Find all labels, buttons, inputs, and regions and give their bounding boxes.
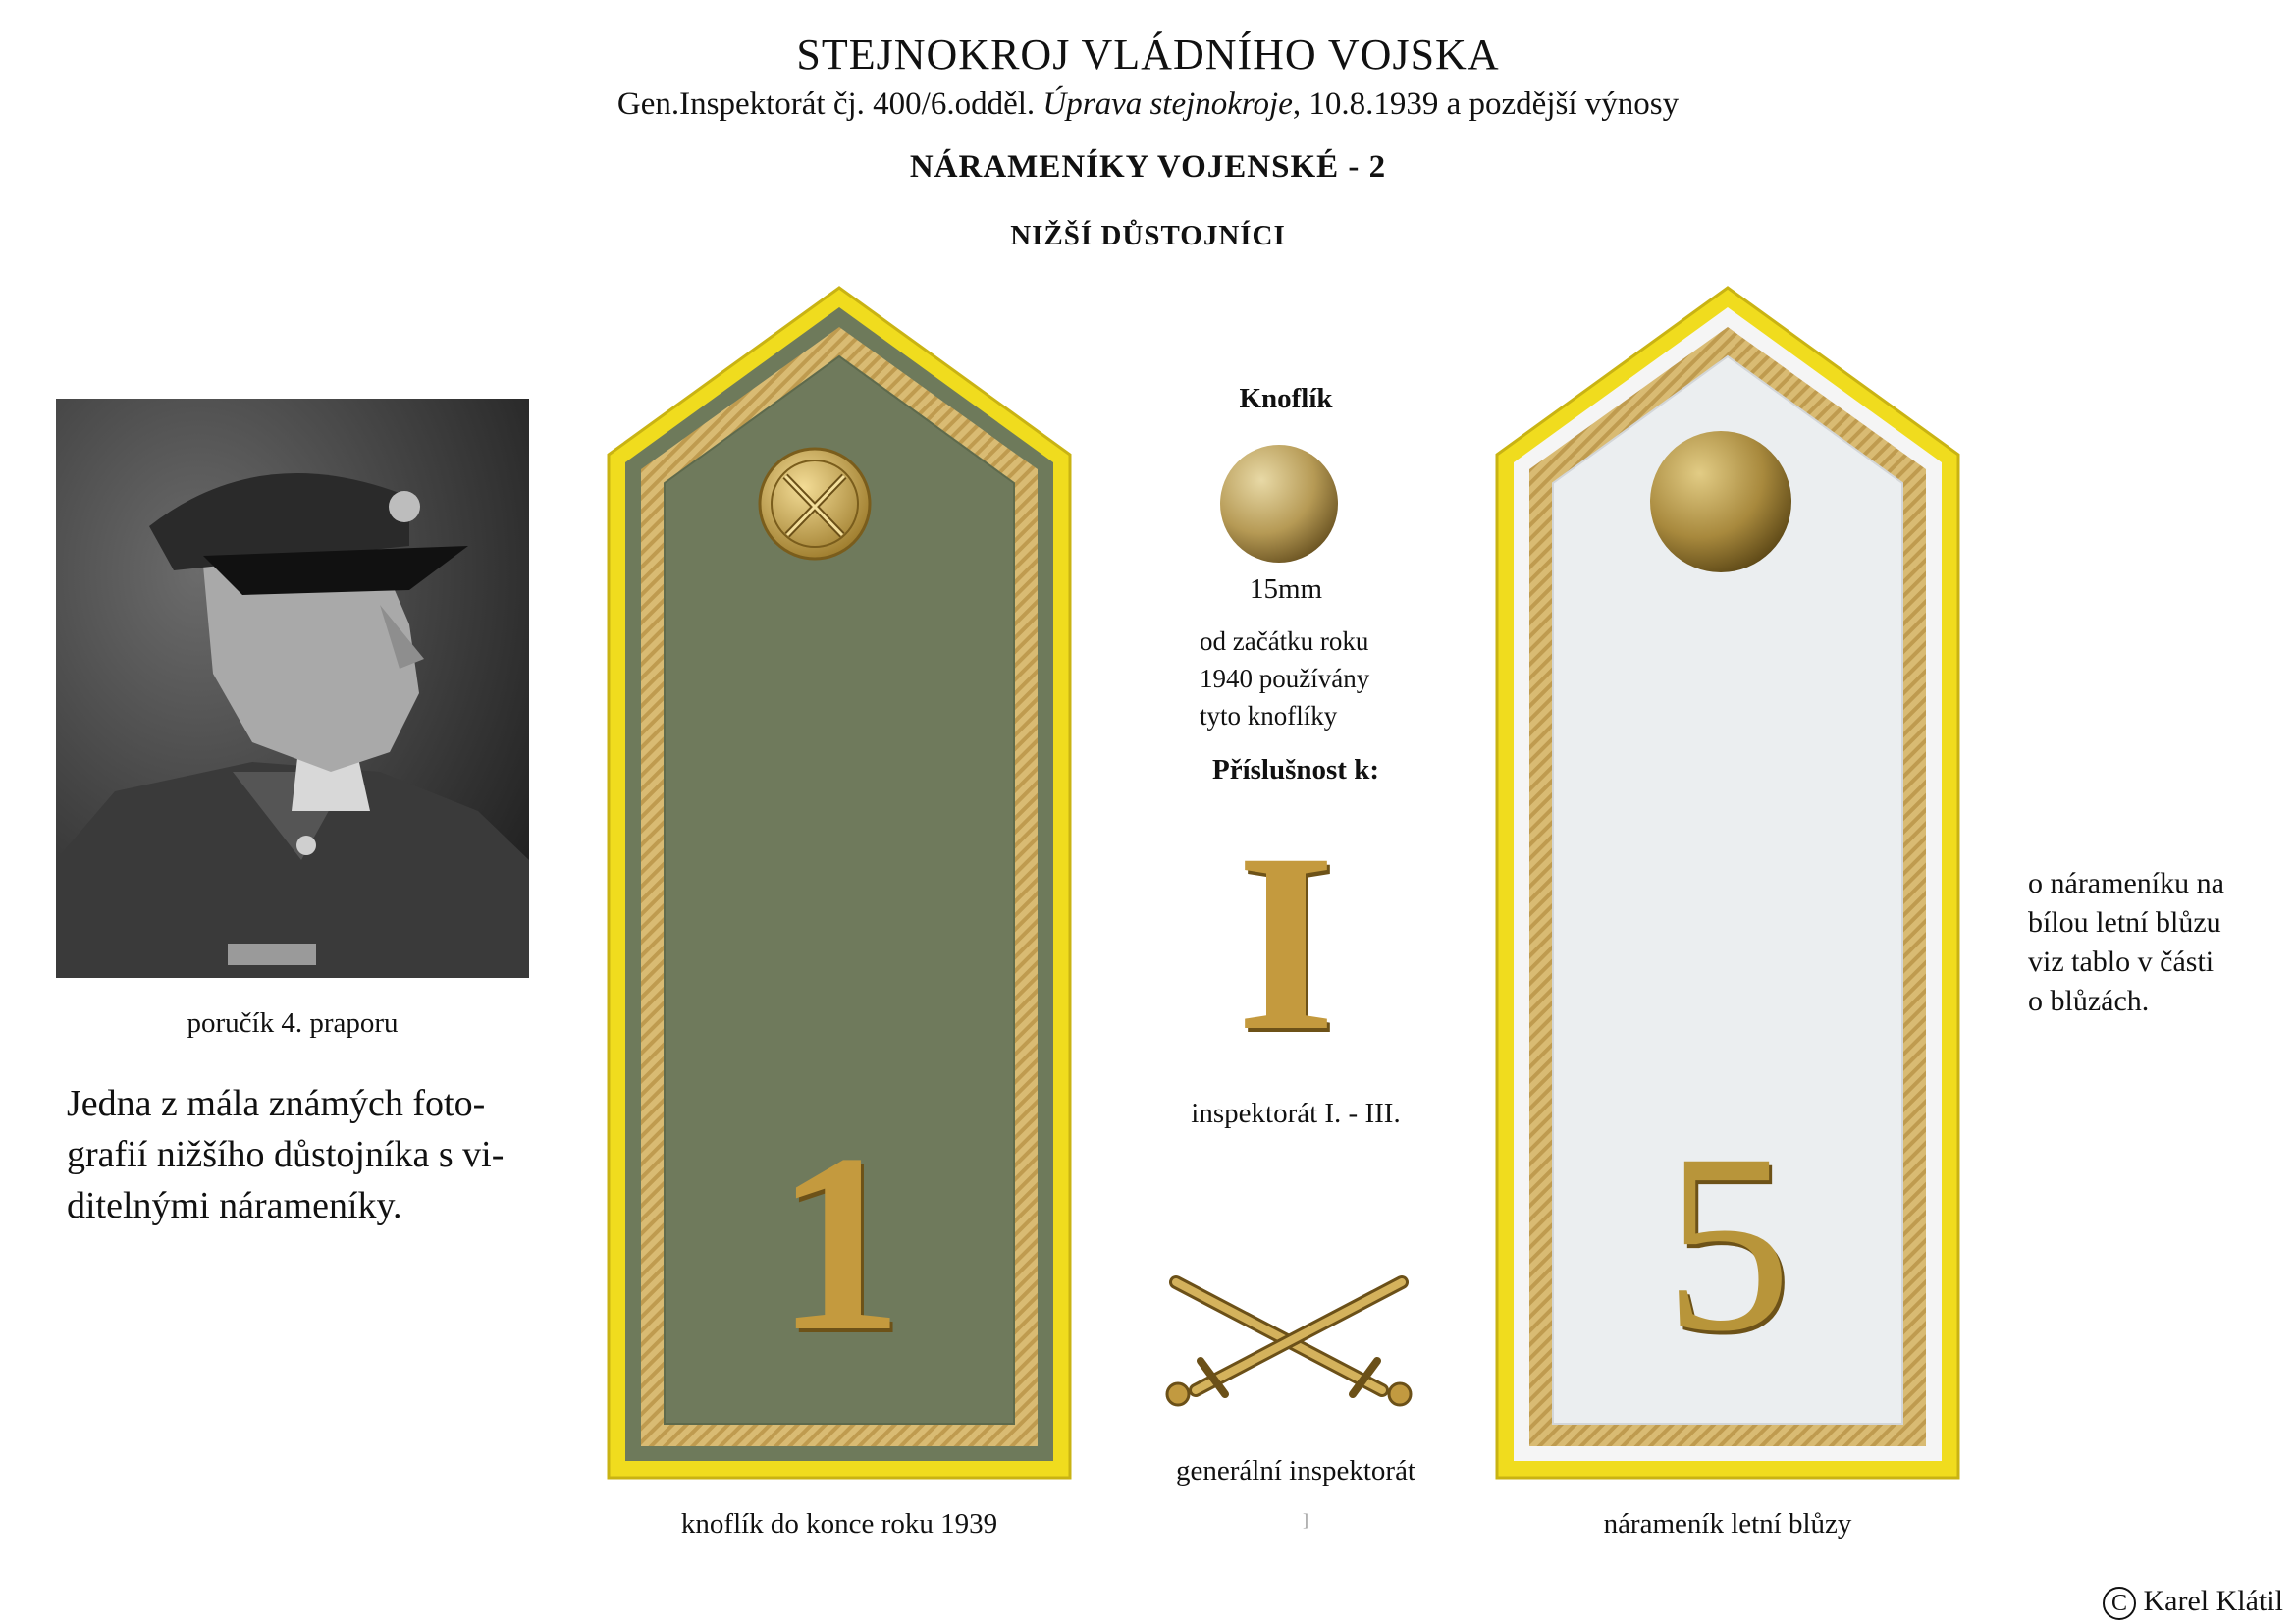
side-note-line: o nárameníku na bbox=[2028, 867, 2224, 899]
button-note bbox=[1200, 623, 1455, 734]
side-note-line: bílou letní blůzu bbox=[2028, 906, 2221, 939]
left-strap-caption: knoflík do konce roku 1939 bbox=[680, 1508, 998, 1540]
roman-caption: inspektorát I. - III. bbox=[1191, 1098, 1401, 1129]
subtitle-reference: Gen.Inspektorát čj. 400/6.odděl. bbox=[616, 86, 1036, 122]
copyright bbox=[2103, 1585, 2283, 1620]
shoulder-strap-white bbox=[1492, 283, 1963, 1483]
swords-caption: generální inspektorát bbox=[1176, 1455, 1415, 1487]
copyright-icon: C bbox=[2103, 1587, 2136, 1620]
button-note-line: od začátku roku bbox=[1200, 626, 1369, 656]
side-note-line: viz tablo v části bbox=[2028, 946, 2215, 978]
plain-button-icon bbox=[1217, 442, 1341, 570]
button-note-line: 1940 používány bbox=[1200, 664, 1370, 693]
subtitle-document-name: Úprava stejnokroje bbox=[1042, 86, 1293, 122]
button-note-line: tyto knoflíky bbox=[1200, 701, 1338, 731]
plain-button-large-icon bbox=[1647, 428, 1794, 580]
strap-numeral-1: 1 bbox=[775, 1102, 903, 1384]
right-strap-caption: nárameník letní blůzy bbox=[1603, 1508, 1852, 1540]
strap-numeral-5: 5 bbox=[1664, 1102, 1791, 1384]
button-swords-icon bbox=[756, 445, 874, 568]
section-title: NÁRAMENÍKY VOJENSKÉ - 2 bbox=[909, 149, 1387, 185]
roman-numeral-badge: I bbox=[1236, 801, 1336, 1084]
crossed-swords-icon bbox=[1156, 1274, 1421, 1417]
subsection-title: NIŽŠÍ DŮSTOJNÍCI bbox=[1010, 220, 1286, 251]
photo-caption: poručík 4. praporu bbox=[187, 1007, 399, 1039]
page-title: STEJNOKROJ VLÁDNÍHO VOJSKA bbox=[796, 30, 1500, 79]
button-size: 15mm bbox=[1249, 573, 1323, 605]
affiliation-heading: Příslušnost k: bbox=[1211, 754, 1379, 785]
page-subtitle bbox=[0, 86, 2296, 123]
officer-photo bbox=[56, 399, 529, 978]
shoulder-strap-green bbox=[604, 283, 1075, 1483]
button-heading: Knoflík bbox=[1239, 383, 1333, 414]
copyright-author: Karel Klátil bbox=[2143, 1585, 2283, 1617]
stray-mark: ] bbox=[1303, 1510, 1308, 1530]
subtitle-date: , 10.8.1939 a pozdější výnosy bbox=[1292, 86, 1680, 122]
side-note-line: o blůzách. bbox=[2028, 985, 2150, 1017]
photo-description: Jedna z mála známých foto-grafií nižšího důstojníka s vi-ditelnými nárameníky. bbox=[67, 1083, 505, 1226]
side-note bbox=[2028, 864, 2264, 1021]
